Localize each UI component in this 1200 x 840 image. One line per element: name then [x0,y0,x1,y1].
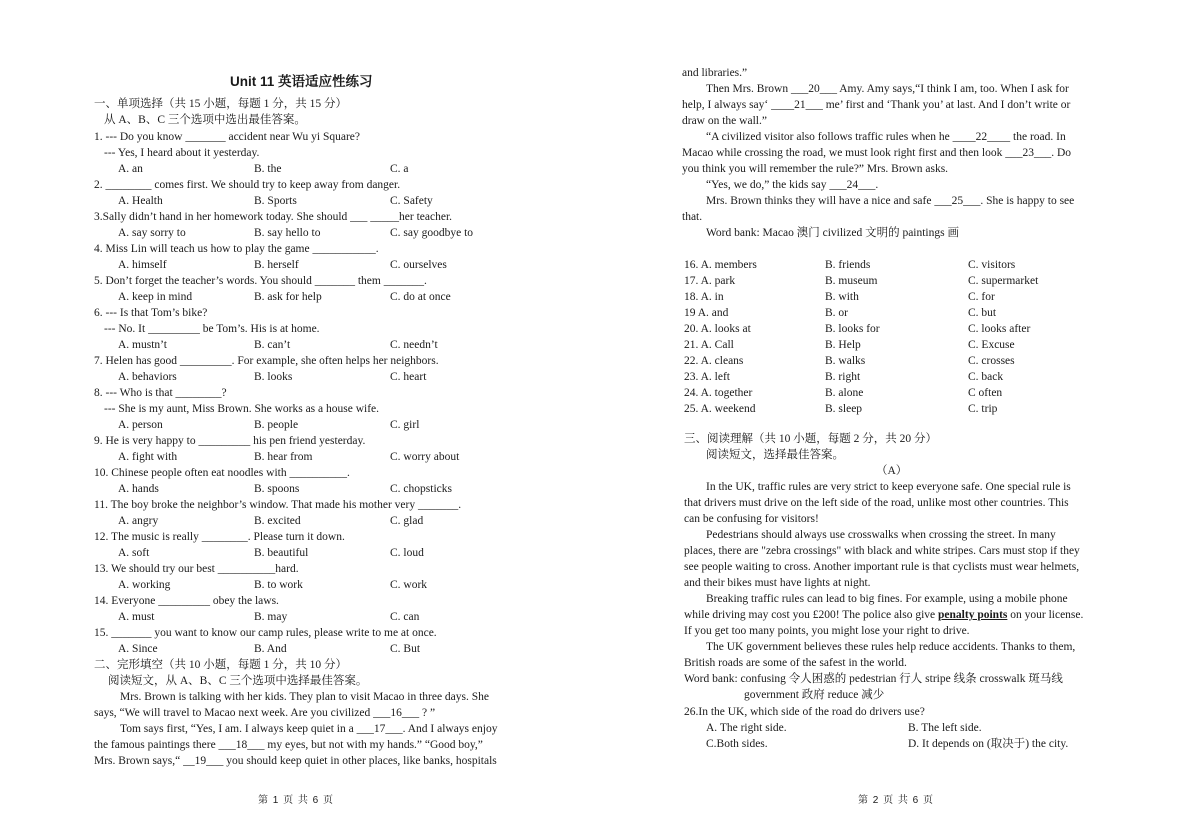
reading-line: that drivers must drive on the left side of the road, unlike most other countries. This [684,497,1069,509]
question-4-stem: 4. Miss Lin will teach us how to play the game ___________. [94,243,379,255]
option-25-a: 25. A. weekend [684,403,756,415]
cloze-line: that. [682,211,703,223]
option-20-a: 20. A. looks at [684,323,751,335]
reading-line: British roads are some of the safest in the world. [684,657,907,669]
cloze-line: Tom says first, “Yes, I am. I always keep quiet in a ___17___. And I always enjoy [120,723,498,735]
reading-text: on your license. [1007,609,1084,621]
question-9-option-a: A. fight with [118,451,178,463]
cloze-line: draw on the wall.” [682,115,767,127]
option-25-b: B. sleep [825,403,863,415]
page-2 [680,0,1110,840]
cloze-line: Macao while crossing the road, we must look right first and then look ___23___. Do [682,147,1072,159]
question-5-option-a: A. keep in mind [118,291,193,303]
question-11-option-a: A. angry [118,515,159,527]
question-8-stem: 8. --- Who is that ________? [94,387,227,399]
question-12-option-b: B. beautiful [254,547,309,559]
question-1-option-b: B. the [254,163,282,175]
option-16-c: C. visitors [968,259,1016,271]
question-11-option-b: B. excited [254,515,301,527]
reading-line: and their bikes must have lights at night. [684,577,871,589]
page-title: Unit 11 英语适应性练习 [230,74,373,89]
option-24-c: C often [968,387,1003,399]
penalty-points-term: penalty points [938,609,1008,621]
cloze-line: Then Mrs. Brown ___20___ Amy. Amy says,“I think I am, too. When I ask for [706,83,1069,95]
question-14-option-c: C. can [390,611,420,623]
question-7-stem: 7. Helen has good _________. For example, she often helps her neighbors. [94,355,439,367]
cloze-line: “Yes, we do,” the kids say ___24___. [706,179,879,191]
question-26-stem: 26.In the UK, which side of the road do drivers use? [684,706,925,718]
cloze-line: Mrs. Brown says,“ __19___ you should keep quiet in other places, like banks, hospitals [94,755,497,767]
section-3-heading: 三、阅读理解（共 10 小题，每题 2 分，共 20 分） [684,433,937,445]
question-3-option-c: C. say goodbye to [390,227,474,239]
question-6-option-b: B. can’t [254,339,291,351]
option-21-b: B. Help [825,339,861,351]
reading-word-bank: government 政府 reduce 减少 [744,689,885,701]
option-20-b: B. looks for [825,323,880,335]
reading-line [684,608,1083,622]
option-16-a: 16. A. members [684,259,757,271]
question-1-stem: 1. --- Do you know _______ accident near Wu yi Square? [94,131,360,143]
page-footer: 第 1 页 共 6 页 [258,795,335,806]
page-footer: 第 2 页 共 6 页 [858,795,935,806]
question-2-stem: 2. ________ comes first. We should try to keep away from danger. [94,179,401,191]
question-8-option-c: C. girl [390,419,420,431]
question-8-line2: --- She is my aunt, Miss Brown. She works as a house wife. [104,403,380,415]
question-1-option-a: A. an [118,163,143,175]
question-8-option-b: B. people [254,419,299,431]
question-15-option-b: B. And [254,643,287,655]
reading-line: places, there are "zebra crossings" with black and white stripes. Cars must stop if they [684,545,1080,557]
question-12-option-c: C. loud [390,547,424,559]
option-22-b: B. walks [825,355,866,367]
question-12-stem: 12. The music is really ________. Please turn it down. [94,531,345,543]
option-16-b: B. friends [825,259,871,271]
option-17-c: C. supermarket [968,275,1039,287]
cloze-word-bank: Word bank: Macao 澳门 civilized 文明的 paintings 画 [706,227,959,239]
reading-word-bank: Word bank: confusing 令人困惑的 pedestrian 行人 stripe 线条 crosswalk 斑马线 [684,673,1063,685]
reading-line: Breaking traffic rules can lead to big fines. For example, using a mobile phone [706,593,1068,605]
question-14-option-a: A. must [118,611,155,623]
option-23-b: B. right [825,371,861,383]
option-23-a: 23. A. left [684,371,730,383]
option-19-b: B. or [825,307,848,319]
question-13-option-a: A. working [118,579,171,591]
question-11-stem: 11. The boy broke the neighbor’s window. That made his mother very _______. [94,499,462,511]
question-2-option-b: B. Sports [254,195,297,207]
reading-line: In the UK, traffic rules are very strict to keep everyone safe. One special rule is [706,481,1071,493]
question-2-option-c: C. Safety [390,195,433,207]
question-6-option-c: C. needn’t [390,339,438,351]
question-5-option-b: B. ask for help [254,291,322,303]
option-24-b: B. alone [825,387,864,399]
cloze-line: “A civilized visitor also follows traffic rules when he ____22____ the road. In [706,131,1066,143]
reading-line: can be confusing for visitors! [684,513,819,525]
option-22-c: C. crosses [968,355,1015,367]
option-19-a: 19 A. and [684,307,729,319]
passage-label: （A） [876,465,908,477]
question-15-option-a: A. Since [118,643,158,655]
question-15-option-c: C. But [390,643,421,655]
cloze-line: you think you will remember the rule?” Mrs. Brown asks. [682,163,949,175]
option-25-c: C. trip [968,403,998,415]
option-23-c: C. back [968,371,1004,383]
cloze-line: Mrs. Brown is talking with her kids. They plan to visit Macao in three days. She [120,691,490,703]
section-1-heading: 一、单项选择（共 15 小题，每题 1 分，共 15 分） [94,98,347,110]
question-1-option-c: C. a [390,163,409,175]
question-26-option-c: C.Both sides. [706,738,768,750]
page-1 [90,0,520,840]
question-5-option-c: C. do at once [390,291,451,303]
cloze-line: help, I always say‘ ____21___ me’ first and ‘Thank you’ at last. And I don’t write or [682,99,1071,111]
option-18-a: 18. A. in [684,291,724,303]
question-13-option-b: B. to work [254,579,303,591]
option-19-c: C. but [968,307,997,319]
question-3-option-b: B. say hello to [254,227,321,239]
question-26-option-a: A. The right side. [706,722,787,734]
question-14-option-b: B. may [254,611,288,623]
question-14-stem: 14. Everyone _________ obey the laws. [94,595,279,607]
question-9-stem: 9. He is very happy to _________ his pen friend yesterday. [94,435,366,447]
option-21-c: C. Excuse [968,339,1015,351]
reading-line: The UK government believes these rules help reduce accidents. Thanks to them, [706,641,1076,653]
question-3-stem: 3.Sally didn’t hand in her homework today. She should ___ _____her teacher. [94,211,453,223]
option-22-a: 22. A. cleans [684,355,744,367]
question-4-option-a: A. himself [118,259,167,271]
question-13-option-c: C. work [390,579,428,591]
option-20-c: C. looks after [968,323,1031,335]
question-8-option-a: A. person [118,419,163,431]
question-10-stem: 10. Chinese people often eat noodles with __________. [94,467,350,479]
section-2-instruction: 阅读短文，从 A、B、C 三个选项中选择最佳答案。 [108,675,368,687]
option-18-c: C. for [968,291,995,303]
cloze-line: the famous paintings there ___18___ my eyes, but not with my hands.” “Good boy,” [94,739,483,751]
question-5-stem: 5. Don’t forget the teacher’s words. You should _______ them _______. [94,275,427,287]
question-10-option-c: C. chopsticks [390,483,452,495]
question-1-line2: --- Yes, I heard about it yesterday. [104,147,260,159]
question-7-option-c: C. heart [390,371,427,383]
question-2-option-a: A. Health [118,195,163,207]
option-18-b: B. with [825,291,859,303]
question-11-option-c: C. glad [390,515,424,527]
question-7-option-b: B. looks [254,371,293,383]
reading-line: see people waiting to cross. Another important rule is that cyclists must wear helmets, [684,561,1080,573]
question-7-option-a: A. behaviors [118,371,177,383]
option-17-b: B. museum [825,275,878,287]
option-21-a: 21. A. Call [684,339,734,351]
question-10-option-b: B. spoons [254,483,300,495]
question-6-stem: 6. --- Is that Tom’s bike? [94,307,208,319]
question-12-option-a: A. soft [118,547,150,559]
section-3-instruction: 阅读短文，选择最佳答案。 [706,449,844,461]
question-3-option-a: A. say sorry to [118,227,186,239]
question-10-option-a: A. hands [118,483,159,495]
question-9-option-b: B. hear from [254,451,313,463]
reading-line: If you get too many points, you might lose your right to drive. [684,625,970,637]
question-13-stem: 13. We should try our best __________hard. [94,563,299,575]
reading-line: Pedestrians should always use crosswalks when crossing the street. In many [706,529,1056,541]
question-4-option-c: C. ourselves [390,259,447,271]
cloze-line: Mrs. Brown thinks they will have a nice and safe ___25___. She is happy to see [706,195,1075,207]
question-4-option-b: B. herself [254,259,299,271]
reading-text: while driving may cost you £200! The police also give [684,609,939,621]
cloze-line: and libraries.” [682,67,748,79]
section-2-heading: 二、完形填空（共 10 小题，每题 1 分，共 10 分） [94,659,347,671]
option-17-a: 17. A. park [684,275,736,287]
question-26-option-b: B. The left side. [908,722,982,734]
question-9-option-c: C. worry about [390,451,460,463]
question-6-line2: --- No. It _________ be Tom’s. His is at home. [104,323,320,335]
question-15-stem: 15. _______ you want to know our camp rules, please write to me at once. [94,627,437,639]
cloze-line: says, “We will travel to Macao next week. Are you civilized ___16___ ? ” [94,707,436,719]
question-6-option-a: A. mustn’t [118,339,167,351]
option-24-a: 24. A. together [684,387,753,399]
section-1-instruction: 从 A、B、C 三个选项中选出最佳答案。 [104,114,306,126]
question-26-option-d: D. It depends on (取决于) the city. [908,738,1069,750]
